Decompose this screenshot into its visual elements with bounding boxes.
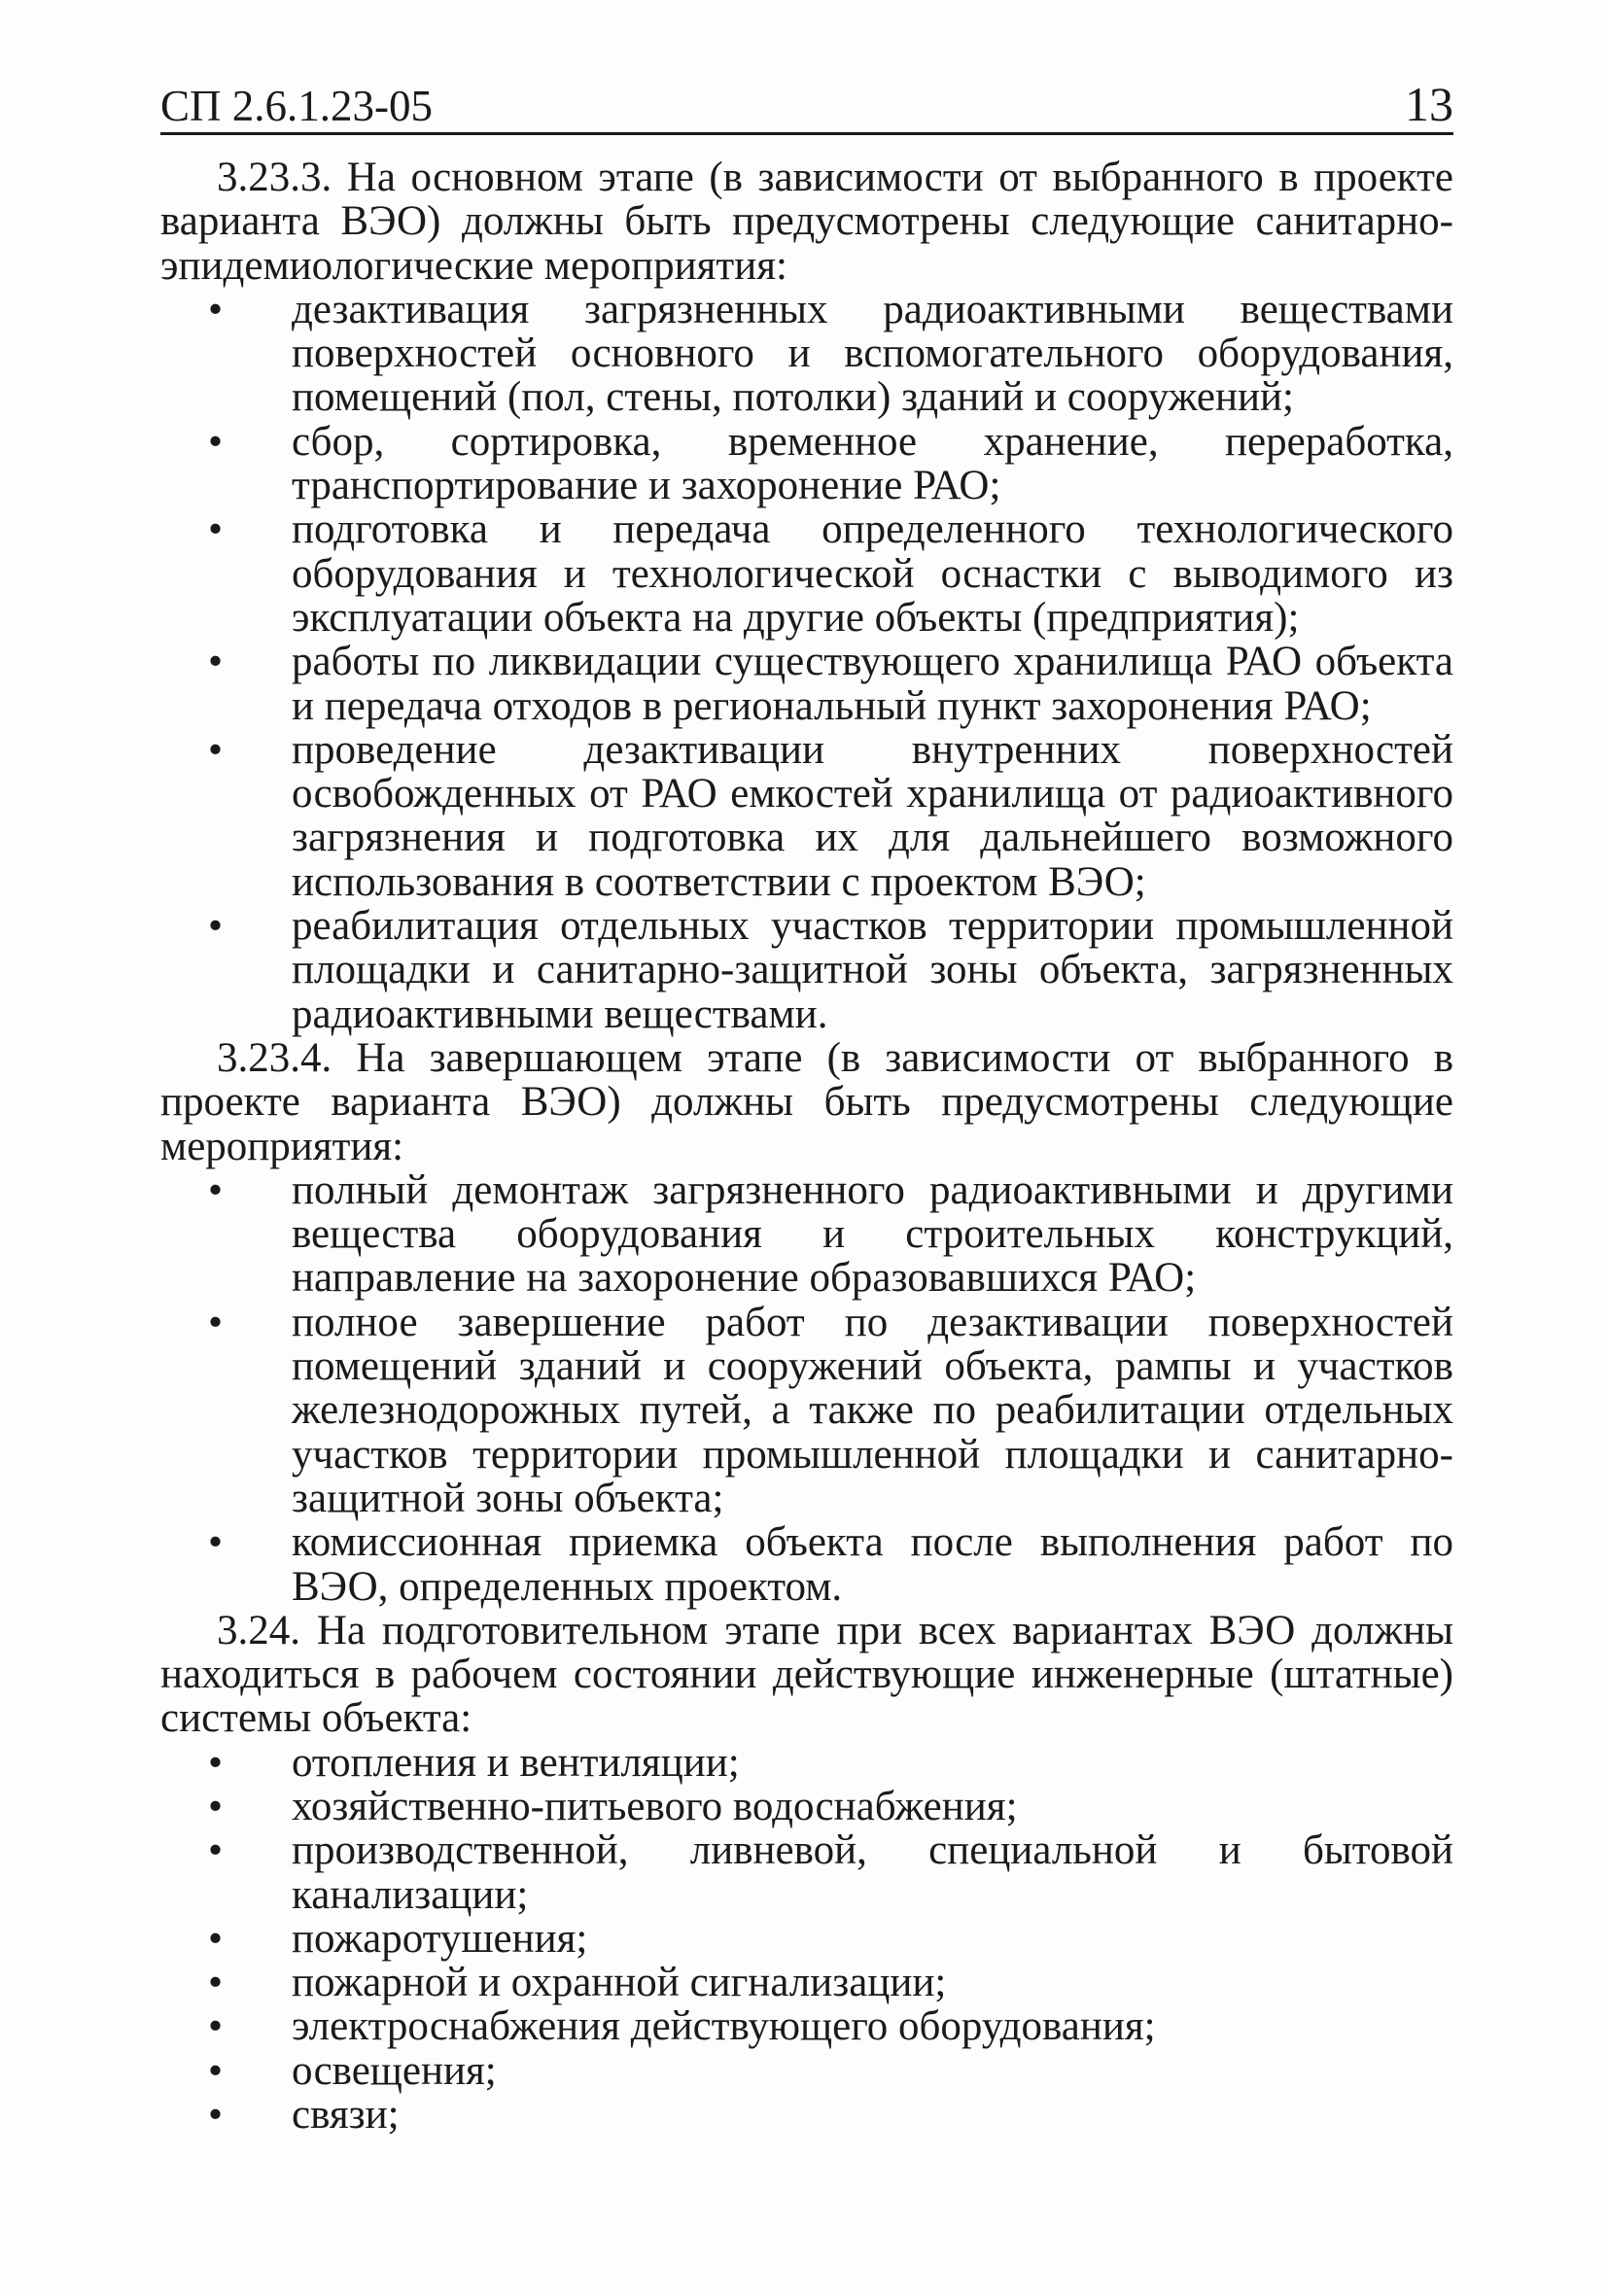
list-item: • полный демонтаж загрязненного радиоактивными и другими вещества оборудования и строительных конструкций, направление на захоронение образовавшихся РАО; (292, 1168, 1453, 1301)
document-code: СП 2.6.1.23-05 (160, 82, 433, 130)
list-item: • работы по ликвидации существующего хранилища РАО объекта и передача отходов в региональный пункт захоронения РАО; (292, 640, 1453, 728)
list-item: • комиссионная приемка объекта после выполнения работ по ВЭО, определенных проектом. (292, 1520, 1453, 1609)
clause-3-23-3-list (160, 288, 1453, 1036)
list-item: • электроснабжения действующего оборудования; (292, 2004, 1453, 2048)
list-item: • полное завершение работ по дезактивации поверхностей помещений зданий и сооружений объекта, рампы и участков железнодорожных путей, а также по реабилитации отдельных участков территории промышленной площадки и санитарно-защитной зоны объекта; (292, 1301, 1453, 1520)
list-item: • хозяйственно-питьевого водоснабжения; (292, 1785, 1453, 1828)
list-item: • пожарной и охранной сигнализации; (292, 1961, 1453, 2004)
list-item: • пожаротушения; (292, 1917, 1453, 1961)
page-number: 13 (1405, 77, 1453, 131)
document-body (160, 156, 1453, 2137)
clause-3-23-3: 3.23.3. На основном этапе (в зависимости от выбранного в проекте варианта ВЭО) должны быть предусмотрены следующие санитарно-эпидемиологические мероприятия: (160, 155, 1453, 289)
list-item: • производственной, ливневой, специальной и бытовой канализации; (292, 1828, 1453, 1917)
list-item: • освещения; (292, 2049, 1453, 2093)
list-item: • дезактивация загрязненных радиоактивными веществами поверхностей основного и вспомогательного оборудования, помещений (пол, стены, потолки) зданий и сооружений; (292, 288, 1453, 420)
clause-3-23-4: 3.23.4. На завершающем этапе (в зависимости от выбранного в проекте варианта ВЭО) должны быть предусмотрены следующие мероприятия: (160, 1034, 1453, 1169)
list-item: • связи; (292, 2093, 1453, 2137)
clause-3-24: 3.24. На подготовительном этапе при всех вариантах ВЭО должны находиться в рабочем состоянии действующие инженерные (штатные) системы объекта: (160, 1607, 1453, 1742)
page-header (160, 76, 1453, 135)
list-item: • проведение дезактивации внутренних поверхностей освобожденных от РАО емкостей хранилища от радиоактивного загрязнения и подготовка их для дальнейшего возможного использования в соответствии с проектом ВЭО; (292, 728, 1453, 904)
list-item: • сбор, сортировка, временное хранение, переработка, транспортирование и захоронение РАО; (292, 420, 1453, 508)
list-item: • подготовка и передача определенного технологического оборудования и технологической оснастки с выводимого из эксплуатации объекта на другие объекты (предприятия); (292, 507, 1453, 640)
list-item: • реабилитация отдельных участков территории промышленной площадки и санитарно-защитной зоны объекта, загрязненных радиоактивными веществами. (292, 904, 1453, 1036)
clause-3-24-list (160, 1741, 1453, 2138)
list-item: • отопления и вентиляции; (292, 1741, 1453, 1785)
clause-3-23-4-list (160, 1168, 1453, 1609)
